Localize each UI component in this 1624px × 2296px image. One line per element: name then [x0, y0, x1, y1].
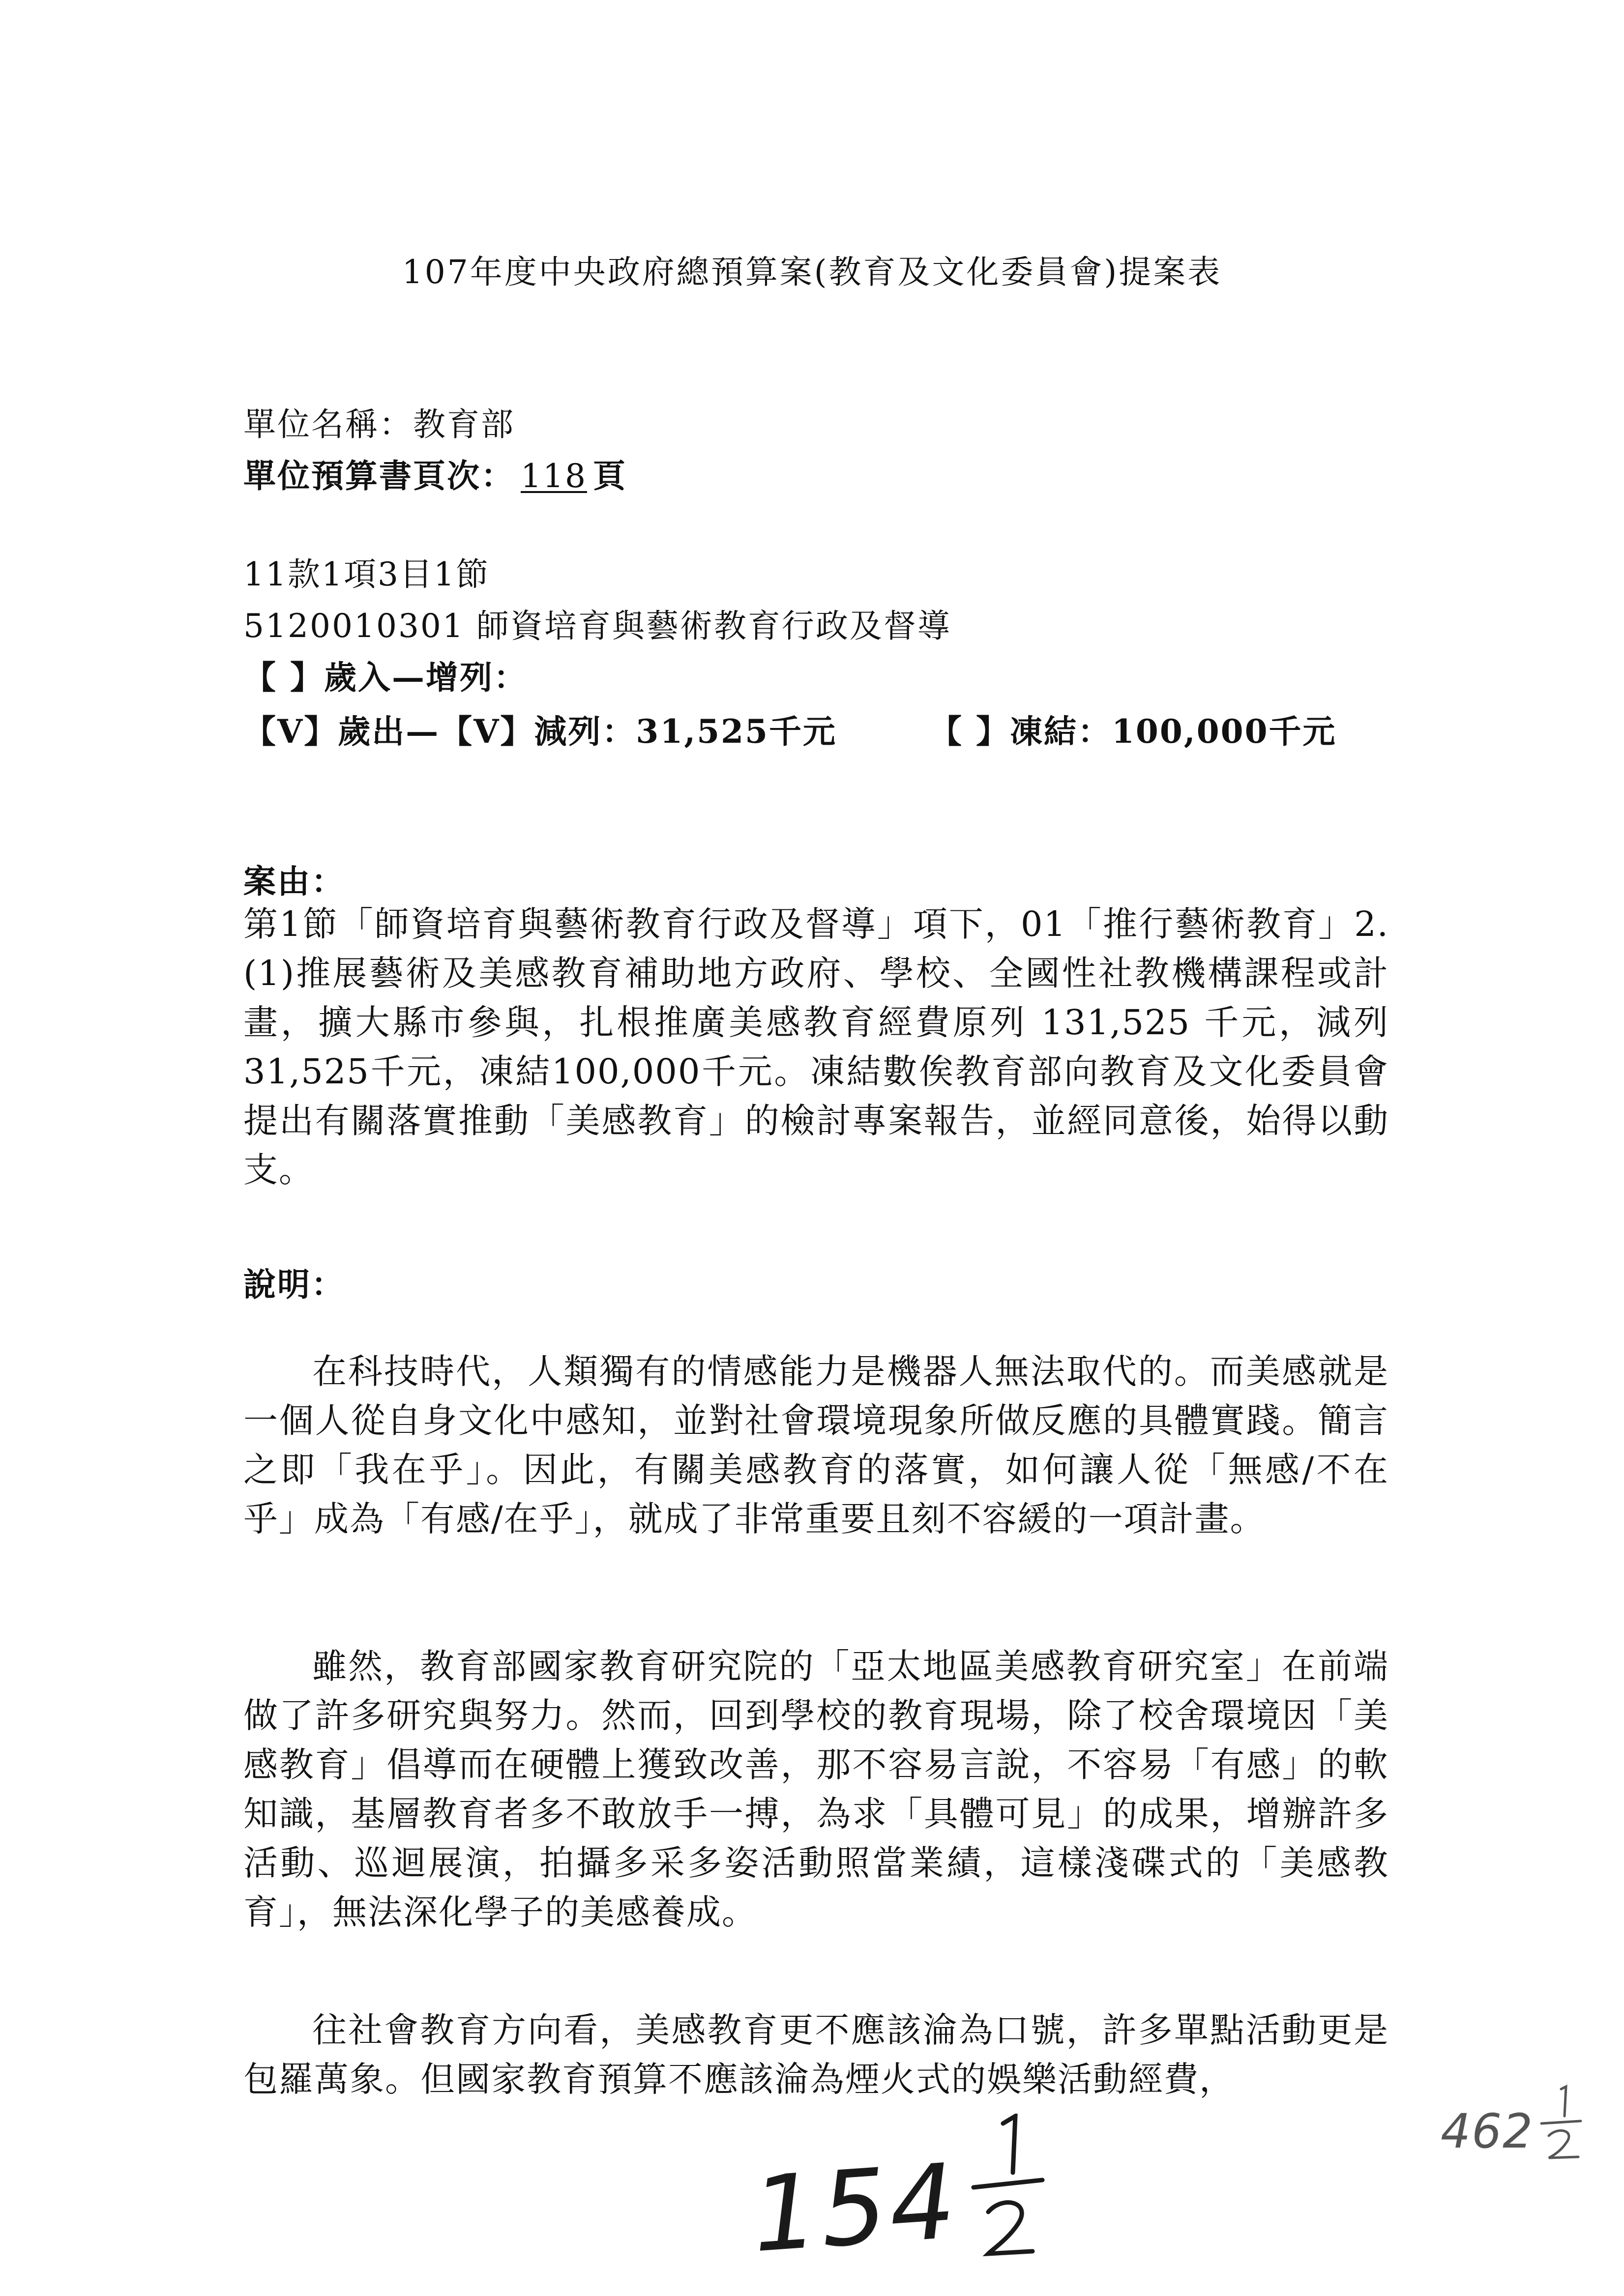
explanation-paragraph-1: 在科技時代，人類獨有的情感能力是機器人無法取代的。而美感就是一個人從自身文化中感知，並對社會環境現象所做反應的具體實踐。簡言之即「我在乎」。因此，有關美感教育的落實，如何讓人從「無感/不在乎」成為「有感/在乎」，就成了非常重要且刻不容緩的一項計畫。 [243, 1351, 1389, 1539]
unit-name: 單位名稱：教育部 [243, 406, 515, 443]
program-code-line: 5120010301 師資培育與藝術教育行政及督導 [243, 607, 951, 645]
budget-page-prefix: 單位預算書頁次： [243, 457, 515, 495]
explanation-paragraph-3: 往社會教育方向看，美感教育更不應該淪為口號，許多單點活動更是包羅萬象。但國家教育預算不應該淪為煙火式的娛樂活動經費， [243, 2010, 1389, 2099]
budget-page-number: 118 [521, 457, 587, 495]
handwritten-corner-mark-fraction [1539, 2084, 1583, 2163]
budget-page-suffix: 頁 [592, 457, 627, 495]
handwritten-corner-mark: 462 [1441, 2104, 1534, 2159]
section-reference: 11款1項3目1節 [243, 555, 490, 593]
explanation-heading: 說明： [243, 1265, 345, 1304]
explanation-paragraph-2: 雖然，教育部國家教育研究院的「亞太地區美感教育研究室」在前端做了許多研究與努力。然而，回到學校的教育現場，除了校舍環境因「美感教育」倡導而在硬體上獲致改善，那不容易言說，不容易「有感」的軟知識，基層教育者多不敢放手一搏，為求「具體可見」的成果，增辦許多活動、巡迴展演，拍攝多采多姿活動照當業績，這樣淺碟式的「美感教育」，無法深化學子的美感養成。 [243, 1646, 1389, 1932]
reason-text: 第1節「師資培育與藝術教育行政及督導」項下，01「推行藝術教育」2.(1)推展藝術及美感教育補助地方政府、學校、全國性社教機構課程或計畫，擴大縣市參與，扎根推廣美感教育經費原列 131,525 千元，減列31,525千元，凍結100,000千元。凍結數俟教育部向教育及文化委員會提出有關落實推動「美感教育」的檢討專案報告，並經同意後，始得以動支。 [243, 904, 1389, 1190]
fraction-one-half-icon [969, 2114, 1047, 2261]
revenue-line: 【 】歲入—增列： [243, 658, 528, 697]
freeze-line: 【 】凍結：100,000千元 [929, 712, 1337, 751]
expenditure-line: 【V】歲出—【V】減列：31,525千元 [243, 712, 837, 751]
fraction-one-half-small-icon [1539, 2084, 1583, 2163]
document-title: 107年度中央政府總預算案(教育及文化委員會)提案表 [402, 253, 1222, 291]
handwritten-page-mark: 154 [748, 2141, 962, 2276]
handwritten-page-mark-fraction [969, 2114, 1047, 2261]
budget-page-line [243, 450, 627, 496]
reason-heading: 案由： [243, 862, 345, 901]
